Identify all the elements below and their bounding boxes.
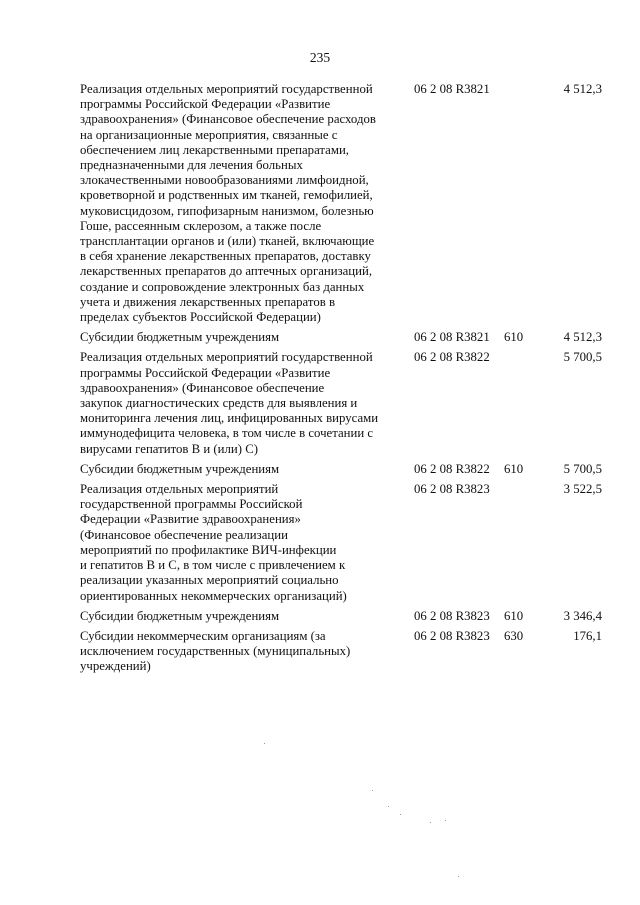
scan-speck: [445, 820, 446, 821]
item-name-line: программы Российской Федерации «Развитие: [80, 97, 331, 112]
item-name-line: на организационные мероприятия, связанные с: [80, 127, 338, 142]
item-name: [80, 330, 414, 350]
amount-value: 5 700,5: [563, 461, 602, 476]
expense-type-code: [504, 350, 544, 461]
target-article-code: 06 2 08 R3823: [414, 482, 490, 497]
item-name: [80, 482, 414, 609]
item-name-line: здравоохранения» (Финансовое обеспечение расходов: [80, 112, 376, 127]
item-name-line: обеспечением лиц лекарственными препаратами,: [80, 142, 350, 157]
target-article-code: 06 2 08 R3823: [414, 628, 490, 643]
budget-row: [80, 82, 602, 330]
target-article-code: 06 2 08 R3821: [414, 82, 490, 96]
item-name-line: кроветворной и родственных им тканей, гемофилией,: [80, 188, 373, 203]
amount-value: 3 346,4: [563, 608, 602, 623]
item-name-line: государственной программы Российской: [80, 497, 303, 512]
item-name: [80, 462, 414, 482]
item-name-line: злокачественными новообразованиями лимфоидной,: [80, 173, 369, 188]
budget-row: [80, 609, 602, 629]
item-name-line: муковисцидозом, гипофизарным нанизмом, болезнью: [80, 203, 374, 218]
budget-row: [80, 330, 602, 350]
budget-table: [80, 82, 602, 680]
scan-speck: [430, 822, 431, 823]
item-name: [80, 609, 414, 629]
scan-speck: [372, 790, 373, 791]
item-name-line: исключением государственных (муниципальных): [80, 644, 351, 659]
scan-speck: [264, 743, 265, 744]
item-name-line: Субсидии некоммерческим организациям (за: [80, 628, 326, 643]
amount-value: 4 512,3: [563, 82, 602, 96]
item-name-line: мероприятий по профилактике ВИЧ-инфекции: [80, 542, 337, 557]
item-name-line: иммунодефицита человека, в том числе в сочетании с: [80, 426, 374, 441]
item-name: [80, 629, 414, 680]
item-name-line: Субсидии бюджетным учреждениям: [80, 461, 280, 476]
item-name: [80, 82, 414, 330]
expense-type-code: [504, 82, 544, 330]
item-name-line: лекарственных препаратов до аптечных организаций,: [80, 264, 373, 279]
item-name-line: Субсидии бюджетным учреждениям: [80, 330, 280, 345]
item-name-line: Реализация отдельных мероприятий: [80, 482, 279, 497]
scan-speck: [388, 806, 389, 807]
item-name-line: Субсидии бюджетным учреждениям: [80, 608, 280, 623]
expense-type-code: [504, 482, 544, 609]
item-name-line: Реализация отдельных мероприятий государственной: [80, 82, 373, 96]
amount-value: 176,1: [573, 628, 602, 643]
amount-value: 5 700,5: [563, 350, 602, 365]
item-name-line: пределах субъектов Российской Федерации): [80, 310, 321, 325]
amount-value: 4 512,3: [563, 330, 602, 345]
item-name-line: (Финансовое обеспечение реализации: [80, 527, 288, 542]
item-name-line: в себя хранение лекарственных препаратов, доставку: [80, 249, 371, 264]
item-name-line: Гоше, рассеянным склерозом, а также после: [80, 218, 322, 233]
expense-type-code: 610: [504, 330, 524, 345]
item-name-line: и гепатитов В и С, в том числе с привлечением к: [80, 558, 346, 573]
budget-row: [80, 482, 602, 609]
item-name-line: предназначенными для лечения больных: [80, 158, 303, 173]
scan-speck: [400, 814, 401, 815]
item-name-line: программы Российской Федерации «Развитие: [80, 365, 331, 380]
budget-row: [80, 350, 602, 461]
item-name-line: учета и движения лекарственных препаратов в: [80, 294, 336, 309]
budget-row: [80, 629, 602, 680]
item-name-line: трансплантации органов и (или) тканей, включающие: [80, 234, 375, 249]
item-name-line: создание и сопровождение электронных баз данных: [80, 279, 365, 294]
expense-type-code: 630: [504, 628, 524, 643]
target-article-code: 06 2 08 R3821: [414, 330, 490, 345]
item-name-line: закупок диагностических средств для выявления и: [80, 396, 358, 411]
target-article-code: 06 2 08 R3822: [414, 461, 490, 476]
item-name-line: учреждений): [80, 659, 151, 674]
item-name-line: мониторинга лечения лиц, инфицированных вирусами: [80, 411, 379, 426]
budget-table-body: [80, 82, 602, 680]
budget-row: [80, 462, 602, 482]
item-name-line: реализации указанных мероприятий социально: [80, 573, 339, 588]
item-name-line: Реализация отдельных мероприятий государственной: [80, 350, 373, 365]
page-number: 235: [309, 50, 331, 65]
scan-speck: [458, 876, 459, 877]
item-name-line: вирусами гепатитов В и (или) С): [80, 441, 259, 456]
item-name-line: здравоохранения» (Финансовое обеспечение: [80, 380, 325, 395]
item-name-line: Федерации «Развитие здравоохранения»: [80, 512, 301, 527]
target-article-code: 06 2 08 R3822: [414, 350, 490, 365]
amount-value: 3 522,5: [563, 482, 602, 497]
item-name: [80, 350, 414, 461]
expense-type-code: 610: [504, 608, 524, 623]
expense-type-code: 610: [504, 461, 524, 476]
target-article-code: 06 2 08 R3823: [414, 608, 490, 623]
item-name-line: ориентированных некоммерческих организаций): [80, 588, 347, 603]
